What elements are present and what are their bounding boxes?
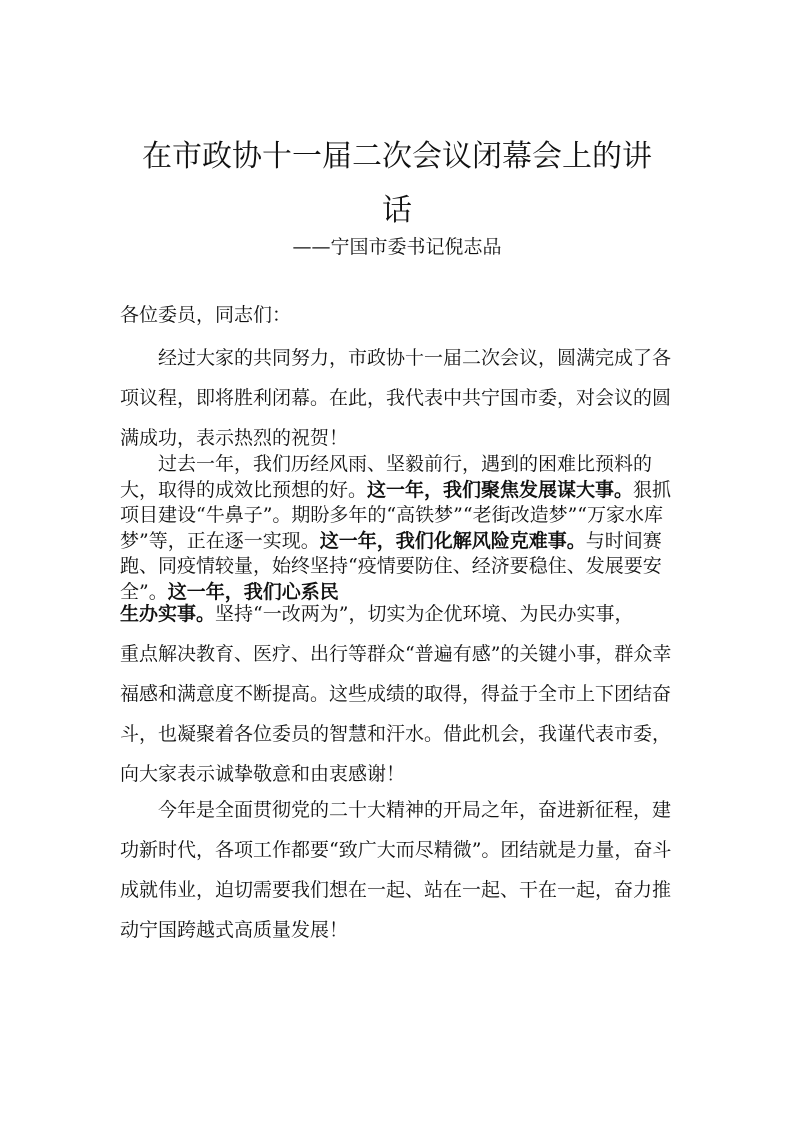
document-subtitle: ——宁国市委书记倪志品 (292, 236, 502, 258)
paragraph-2-sentence-3: 与时间赛跑、同疫情较量，始终坚持“疫情要防住、经济要稳住、发展要安全”。 (120, 529, 662, 603)
paragraph-2-bold-1: 这一年，我们聚焦发展谋大事。 (367, 478, 634, 501)
paragraph-2-sentence-4: 坚持“一改两为”，切实为企优环境、为民办实事， (215, 603, 634, 625)
title-line-1: 在市政协十一届二次会议闭幕会上的讲 (142, 139, 652, 174)
paragraph-2 (120, 452, 676, 605)
paragraph-2-sentence-1: 过去一年，我们历经风雨、坚毅前行，遇到的困难比预料的大，取得的成效比预想的好。 (120, 453, 653, 501)
paragraph-2-continued (120, 599, 676, 629)
paragraph-3: 今年是全面贯彻党的二十大精神的开局之年，奋进新征程，建功新时代，各项工作都要“致广大而尽精微”。团结就是力量，奋斗成就伟业，迫切需要我们想在一起、站在一起、干在一起，奋力推动宁国跨越式高质量发展！ (120, 799, 672, 941)
paragraph-2-bold-2: 这一年，我们化解风险克难事。 (319, 529, 586, 552)
greeting: 各位委员，同志们： (120, 304, 292, 326)
paragraph-2-sentence-2: 狠抓项目建设“牛鼻子”。期盼多年的“高铁梦”“老街改造梦”“万家水库梦”等，正在逐一实现。 (120, 478, 672, 552)
paragraph-2-tail: 重点解决教育、医疗、出行等群众“普遍有感”的关键小事，群众幸福感和满意度不断提高。这些成绩的取得，得益于全市上下团结奋斗，也凝聚着各位委员的智慧和汗水。借此机会，我谨代表市委，向大家表示诚挚敬意和由衷感谢！ (120, 643, 672, 785)
paragraph-1: 经过大家的共同努力，市政协十一届二次会议，圆满完成了各项议程，即将胜利闭幕。在此，我代表中共宁国市委，对会议的圆满成功，表示热烈的祝贺！ (120, 347, 672, 449)
title-line-2: 话 (382, 193, 412, 228)
paragraph-2-bold-3-continued: 生办实事。 (120, 603, 216, 625)
document-title (120, 130, 674, 238)
paragraph-2-bold-3: 这一年，我们心系民 (167, 580, 339, 603)
